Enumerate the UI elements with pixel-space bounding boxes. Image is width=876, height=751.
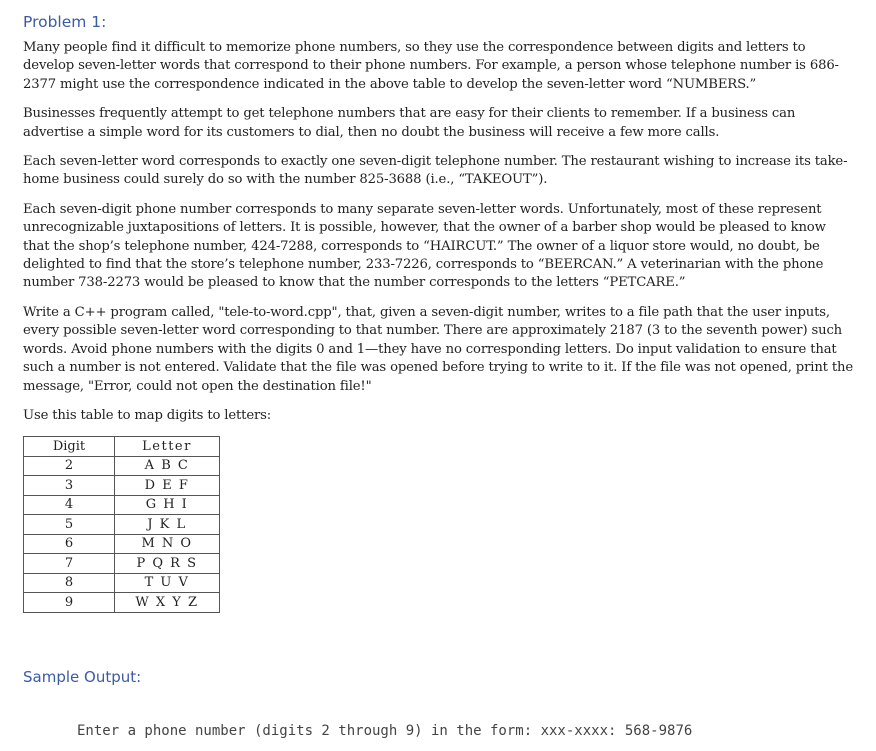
paragraph-seven-letter-word: Each seven-letter word corresponds to exactly one seven-digit telephone number. The restaurant wishing to increase its take-home business could surely do so with the number 825-3688 (i.e., “TAKEOUT”). xyxy=(23,154,848,188)
paragraph-seven-digit-number: Each seven-digit phone number corresponds to many separate seven-letter words. Unfortunately, most of these represent unrecognizable juxtapositions of letters. It is possible, however, that the owner of a barber shop would be pleased to know that the shop’s telephone number, 424-7288, corresponds to “HAIRCUT.” The owner of a liquor store would, no doubt, be delighted to find that the store’s telephone number, 233-7226, corresponds to “BEERCAN.” A veterinarian with the phone number 738-2273 would be pleased to know that the number corresponds to the letters “PETCARE.” xyxy=(23,201,826,291)
digit-cell: 8 xyxy=(24,573,115,593)
digit-cell: 3 xyxy=(24,476,115,496)
table-row xyxy=(24,515,220,535)
sample-output-heading: Sample Output: xyxy=(23,668,142,686)
digit-cell: 6 xyxy=(24,534,115,554)
problem-section xyxy=(23,12,853,613)
letter-cell: P Q R S xyxy=(115,554,220,574)
digit-cell: 5 xyxy=(24,515,115,535)
letter-cell: W X Y Z xyxy=(115,593,220,613)
letter-cell: D E F xyxy=(115,476,220,496)
table-row xyxy=(24,573,220,593)
table-row xyxy=(24,495,220,515)
table-row xyxy=(24,554,220,574)
digit-cell: 7 xyxy=(24,554,115,574)
letter-cell: G H I xyxy=(115,495,220,515)
table-header-row xyxy=(24,437,220,457)
digit-letter-table xyxy=(23,436,220,613)
table-row xyxy=(24,593,220,613)
letter-cell: M N O xyxy=(115,534,220,554)
header-digit: Digit xyxy=(24,437,115,457)
paragraph-intro: Many people find it difficult to memorize phone numbers, so they use the correspondence between digits and letters to develop seven-letter words that correspond to their phone numbers. For example, a person whose telephone number is 686-2377 might use the correspondence indicated in the above table to develop the seven-letter word “NUMBERS.” xyxy=(23,40,839,92)
table-intro: Use this table to map digits to letters: xyxy=(23,407,272,423)
problem-heading: Problem 1: xyxy=(23,13,107,31)
table-row xyxy=(24,476,220,496)
header-letter: Letter xyxy=(115,437,220,457)
paragraph-program-spec: Write a C++ program called, "tele-to-word.cpp", that, given a seven-digit number, writes to a file path that the user inputs, every possible seven-letter word corresponding to that number. There are approximately 2187 (3 to the seventh power) such words. Avoid phone numbers with the digits 0 and 1—they have no corresponding letters. Do input validation to ensure that such a number is not entered. Validate that the file was opened before trying to write to it. If the file was not opened, print the message, "Error, could not open the destination file!" xyxy=(23,304,853,394)
letter-cell: A B C xyxy=(115,456,220,476)
digit-cell: 4 xyxy=(24,495,115,515)
letter-cell: T U V xyxy=(115,573,220,593)
table-row xyxy=(24,534,220,554)
digit-cell: 9 xyxy=(24,593,115,613)
table-row xyxy=(24,456,220,476)
digit-cell: 2 xyxy=(24,456,115,476)
paragraph-businesses: Businesses frequently attempt to get telephone numbers that are easy for their clients to remember. If a business can advertise a simple word for its customers to dial, then no doubt the business will receive a few more calls. xyxy=(23,106,796,140)
sample-output-prompt: Enter a phone number (digits 2 through 9) in the form: xxx-xxxx: 568-9876 xyxy=(77,723,693,739)
letter-cell: J K L xyxy=(115,515,220,535)
